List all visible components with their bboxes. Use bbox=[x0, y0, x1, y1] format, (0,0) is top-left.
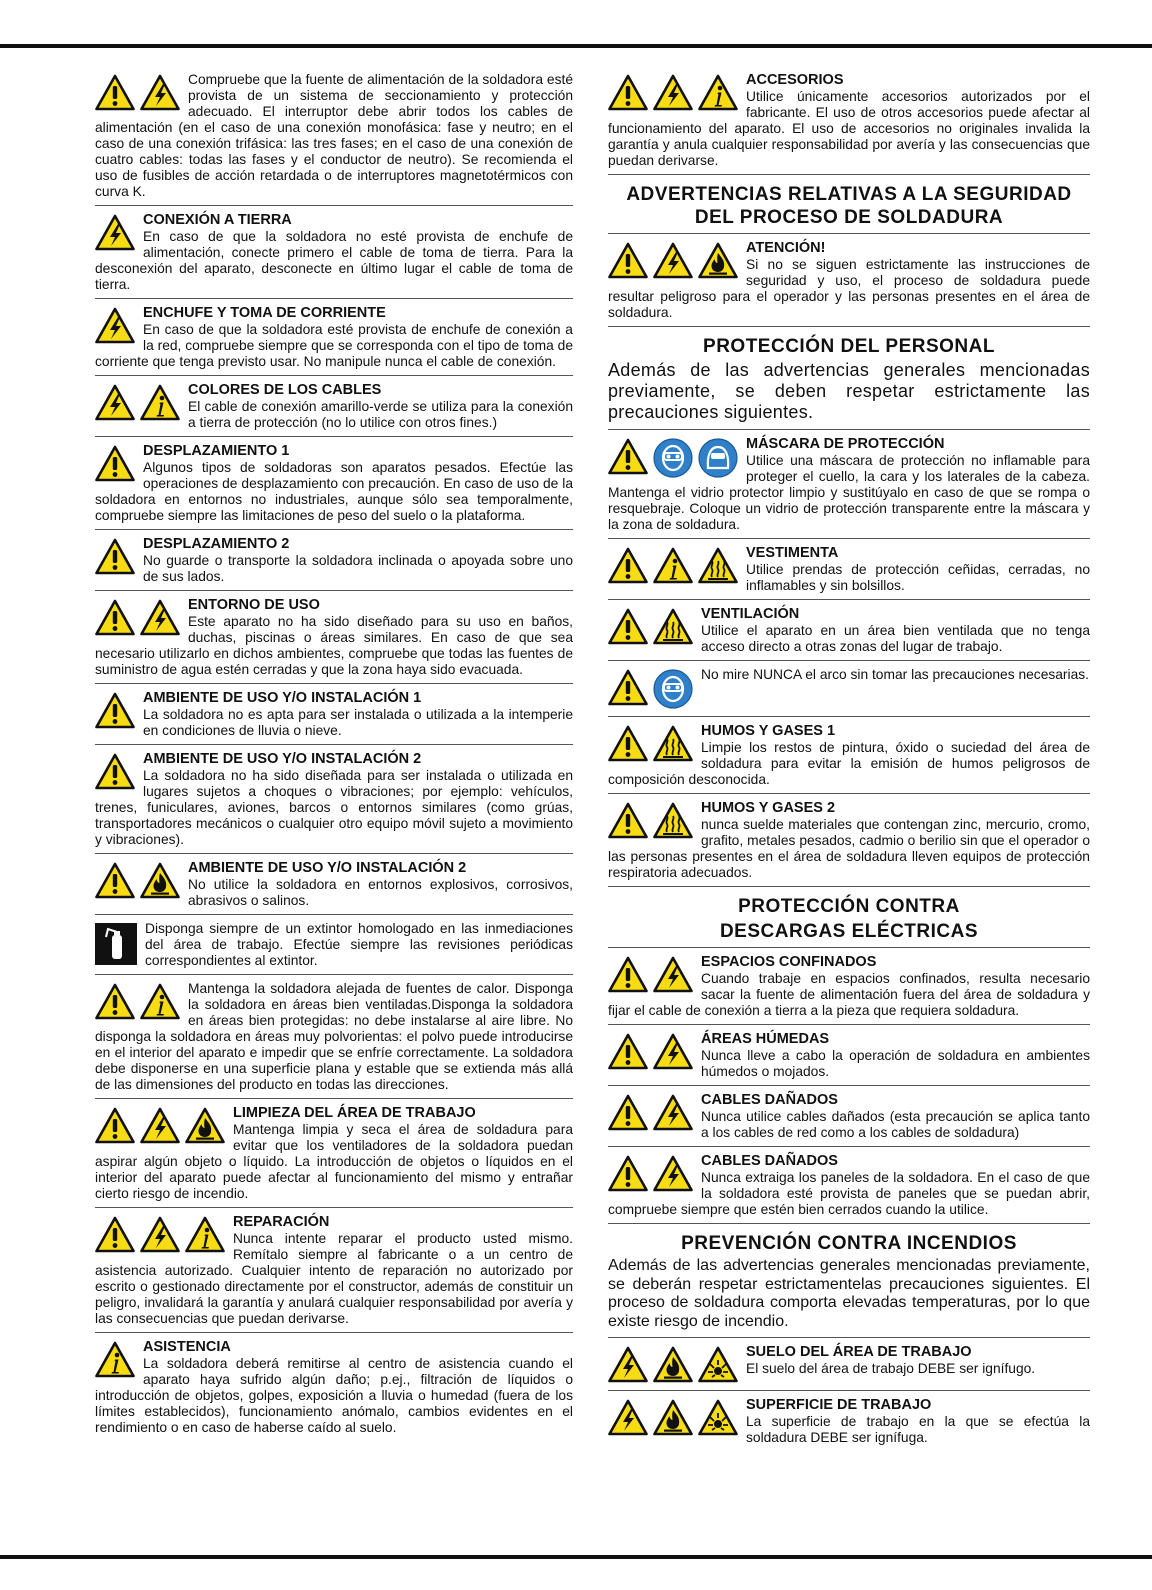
electric-hazard-icon bbox=[140, 1216, 180, 1253]
warning-exclamation-icon bbox=[608, 608, 648, 645]
safety-heading: ADVERTENCIAS RELATIVAS A LA SEGURIDAD DEL PROCESO DE SOLDADURA bbox=[608, 175, 1090, 234]
bottom-rule bbox=[0, 1555, 1152, 1559]
warning-exclamation-icon bbox=[95, 599, 135, 636]
warning-exclamation-icon bbox=[95, 445, 135, 482]
warning-section bbox=[95, 854, 573, 915]
hazard-icons bbox=[95, 1107, 225, 1144]
warning-section bbox=[95, 206, 573, 299]
section-title: ATENCIÓN! bbox=[746, 240, 826, 256]
hazard-icons bbox=[95, 1341, 135, 1378]
hazard-icons bbox=[608, 438, 738, 478]
warning-exclamation-icon bbox=[95, 983, 135, 1020]
warning-section bbox=[95, 299, 573, 376]
electric-hazard-icon bbox=[653, 956, 693, 993]
section-text: nunca suelde materiales que contengan zinc, mercurio, cromo, grafito, metales pesados, cadmio o berilio sin que el operador o las personas presentes en el área de soldadura lleven equipos de protección respiratoria adecuados. bbox=[608, 817, 1090, 880]
hazard-icons bbox=[608, 1346, 738, 1383]
warning-exclamation-icon bbox=[608, 438, 648, 475]
section-title: ÁREAS HÚMEDAS bbox=[701, 1031, 830, 1047]
warning-exclamation-icon bbox=[608, 74, 648, 111]
section-text: Nunca intente reparar el producto usted mismo. Remítalo siempre al fabricante o a un centro de asistencia autorizado. Cualquier intento de reparación no autorizado por escrito o gestionado directamente por el constructor, además de constituir un peligro, invalidará la garantía y anulará cualquier responsabilidad por avería y las consecuencias que puedan derivarse. bbox=[95, 1231, 573, 1326]
hazard-icons bbox=[608, 608, 693, 645]
warning-exclamation-icon bbox=[608, 956, 648, 993]
section-text: No utilice la soldadora en entornos explosivos, corrosivos, abrasivos o salinos. bbox=[188, 877, 573, 908]
section-text: La soldadora deberá remitirse al centro de asistencia cuando el aparato haya sufrido algún daño; p.ej., filtración de líquidos o introducción de objetos, golpes, exposición a lluvia o humedad (fuera de los límites establecidos), funcionamiento anómalo, cambios evidentes en el rendimiento o en caso de haberse caído al suelo. bbox=[95, 1356, 573, 1435]
section-text: Utilice únicamente accesorios autorizados por el fabricante. El uso de otros accesorios puede afectar al funcionamiento del aparato. El uso de accesorios no originales invalida la garantía y anula cualquier responsabilidad por avería y las consecuencias que puedan derivarse. bbox=[608, 89, 1090, 168]
hazard-icons bbox=[95, 862, 180, 899]
section-title: HUMOS Y GASES 1 bbox=[701, 723, 836, 739]
warning-exclamation-icon bbox=[95, 1107, 135, 1144]
section-text: La superficie de trabajo en la que se efectúa la soldadura DEBE ser ignífuga. bbox=[746, 1414, 1090, 1445]
info-hazard-icon bbox=[185, 1216, 225, 1253]
section-title: SUPERFICIE DE TRABAJO bbox=[746, 1397, 932, 1413]
hazard-icons bbox=[95, 983, 180, 1020]
section-text: Disponga siempre de un extintor homologado en las inmediaciones del área de trabajo. Efectúe siempre las revisiones periódicas correspondientes al extintor. bbox=[145, 921, 573, 968]
warning-section bbox=[95, 1333, 573, 1441]
section-title: DESPLAZAMIENTO 1 bbox=[143, 443, 290, 459]
hazard-icons bbox=[608, 725, 693, 762]
section-text: La soldadora no ha sido diseñada para ser instalada o utilizada en lugares sujetos a choques o vibraciones; por ejemplo: vehículos, trenes, funiculares, aviones, barcos o entornos similares (como grúas, transportadores mecánicos o cualquier otro equipo móvil sujeto a movimiento y vibraciones). bbox=[95, 768, 573, 847]
electric-hazard-icon bbox=[140, 74, 180, 111]
warning-section bbox=[95, 1208, 573, 1333]
warning-exclamation-icon bbox=[608, 1033, 648, 1070]
warning-exclamation-icon bbox=[95, 862, 135, 899]
section-title: SUELO DEL ÁREA DE TRABAJO bbox=[746, 1344, 972, 1360]
warning-exclamation-icon bbox=[95, 538, 135, 575]
hazard-icons bbox=[608, 1033, 693, 1070]
heat-hazard-icon bbox=[698, 547, 738, 584]
info-hazard-icon bbox=[140, 983, 180, 1020]
section-text: Compruebe que la fuente de alimentación de la soldadora esté provista de un sistema de seccionamiento y protección adecuado. El interruptor debe abrir todos los cables de alimentación (en el caso de una conexión monofásica: fase y neutro; en el caso de una conexión trifásica: las tres fases; en el caso de una conexión de cuatro cables: todas las fases y el conductor de neutro). Se recomienda el uso de fusibles de acción retardada o de interruptores magnetotérmicos con curva K. bbox=[95, 72, 573, 199]
heat-hazard-icon bbox=[653, 608, 693, 645]
hazard-icons bbox=[608, 669, 693, 709]
warning-section bbox=[608, 600, 1090, 661]
electric-heading-line2: DESCARGAS ELÉCTRICAS bbox=[608, 920, 1090, 948]
section-text: Algunos tipos de soldadoras son aparatos pesados. Efectúe las operaciones de desplazamiento con precaución. En caso de uso de la soldadora en entornos no industriales, aunque sólo sea temporalmente, compruebe siempre las limitaciones de peso del suelo o la plataforma. bbox=[95, 460, 573, 523]
section-text: Nunca utilice cables dañados (esta precaución se aplica tanto a los cables de red como a los cables de soldadura) bbox=[701, 1109, 1090, 1140]
warning-exclamation-icon bbox=[608, 802, 648, 839]
warning-section bbox=[95, 915, 573, 975]
section-title: COLORES DE LOS CABLES bbox=[188, 382, 382, 398]
warning-section bbox=[608, 234, 1090, 327]
warning-exclamation-icon bbox=[608, 1094, 648, 1131]
welding-helmet-icon bbox=[698, 438, 738, 478]
electric-hazard-icon bbox=[653, 1094, 693, 1131]
section-title: AMBIENTE DE USO Y/O INSTALACIÓN 1 bbox=[143, 690, 422, 706]
section-text: En caso de que la soldadora esté provista de enchufe de conexión a la red, compruebe siempre que se corresponda con el tipo de toma de corriente que tenga previsto usar. No manipule nunca el cable de conexión. bbox=[95, 322, 573, 369]
electric-hazard-icon bbox=[653, 1155, 693, 1192]
fire-hazard-icon bbox=[653, 1346, 693, 1383]
explosive-hazard-icon bbox=[698, 1346, 738, 1383]
hazard-icons bbox=[608, 802, 693, 839]
section-title: CABLES DAÑADOS bbox=[701, 1153, 838, 1169]
left-column bbox=[95, 66, 573, 1441]
personal-heading: PROTECCIÓN DEL PERSONAL bbox=[703, 336, 995, 357]
warning-section bbox=[95, 437, 573, 530]
section-text: Cuando trabaje en espacios confinados, resulta necesario sacar la fuente de alimentación fuera del área de soldadura y fijar el cable de conexión a tierra a la pieza que requiera soldadura. bbox=[608, 971, 1090, 1018]
warning-exclamation-icon bbox=[95, 692, 135, 729]
section-text: Mantenga limpia y seca el área de soldadura para evitar que los ventiladores de la soldadora puedan aspirar algún objeto o líquido. La introducción de objetos o líquidos en el interior del aparato puede afectar al funcionamiento del mismo y entrañar cierto riesgo de incendio. bbox=[95, 1122, 573, 1201]
section-text: Utilice el aparato en un área bien ventilada que no tenga acceso directo a otras zonas del lugar de trabajo. bbox=[701, 623, 1090, 654]
hazard-icons bbox=[95, 384, 180, 421]
warning-exclamation-icon bbox=[608, 725, 648, 762]
electric-hazard-icon bbox=[140, 1107, 180, 1144]
warning-section bbox=[608, 661, 1090, 717]
hazard-icons bbox=[608, 1094, 693, 1131]
section-title: ENTORNO DE USO bbox=[188, 597, 320, 613]
fire-hazard-icon bbox=[698, 242, 738, 279]
hazard-icons bbox=[608, 956, 693, 993]
face-shield-icon bbox=[653, 438, 693, 478]
section-title: ASISTENCIA bbox=[143, 1339, 231, 1355]
section-title: MÁSCARA DE PROTECCIÓN bbox=[746, 436, 945, 452]
section-title: ESPACIOS CONFINADOS bbox=[701, 954, 877, 970]
hazard-icons bbox=[95, 753, 135, 790]
electric-hazard-icon bbox=[653, 242, 693, 279]
info-hazard-icon bbox=[698, 74, 738, 111]
heat-hazard-icon bbox=[653, 802, 693, 839]
section-title: VESTIMENTA bbox=[746, 545, 839, 561]
section-text: Utilice una máscara de protección no inflamable para proteger el cuello, la cara y los laterales de la cabeza. Mantenga el vidrio protector limpio y sustitúyalo en caso de que se rompa o resquebraje. Coloque un vidrio de protección transparente entre la máscara y la zona de soldadura. bbox=[608, 453, 1090, 532]
section-text: Nunca extraiga los paneles de la soldadora. En el caso de que la soldadora esté provista de paneles que se puedan abrir, compruebe siempre que estén bien cerrados cuando la utilice. bbox=[608, 1170, 1090, 1217]
hazard-icons bbox=[95, 214, 135, 251]
electric-hazard-icon bbox=[95, 214, 135, 251]
hazard-icons bbox=[608, 547, 738, 584]
warning-section bbox=[608, 1391, 1090, 1451]
hazard-icons bbox=[95, 538, 135, 575]
warning-exclamation-icon bbox=[95, 1216, 135, 1253]
electric-hazard-icon bbox=[608, 1346, 648, 1383]
warning-exclamation-icon bbox=[608, 669, 648, 706]
hazard-icons bbox=[95, 923, 137, 965]
hazard-icons bbox=[95, 74, 180, 111]
section-text: Nunca lleve a cabo la operación de soldadura en ambientes húmedos o mojados. bbox=[701, 1048, 1090, 1079]
section-text: En caso de que la soldadora no esté provista de enchufe de alimentación, conecte primero el cable de toma de tierra. Para la desconexión del aparato, desconecte en último lugar el cable de toma de tierra. bbox=[95, 229, 573, 292]
section-title: AMBIENTE DE USO Y/O INSTALACIÓN 2 bbox=[143, 751, 422, 767]
warning-section bbox=[608, 948, 1090, 1025]
section-title: ENCHUFE Y TOMA DE CORRIENTE bbox=[143, 305, 386, 321]
warning-section bbox=[608, 717, 1090, 794]
warning-exclamation-icon bbox=[95, 74, 135, 111]
section-text: Si no se siguen estrictamente las instrucciones de seguridad y uso, el proceso de soldadura puede resultar peligroso para el operador y las personas presentes en el área de soldadura. bbox=[608, 257, 1090, 320]
info-hazard-icon bbox=[95, 1341, 135, 1378]
section-title: REPARACIÓN bbox=[233, 1214, 330, 1230]
section-title: DESPLAZAMIENTO 2 bbox=[143, 536, 290, 552]
warning-section bbox=[608, 430, 1090, 539]
section-text: La soldadora no es apta para ser instalada o utilizada a la intemperie en condiciones de lluvia o nieve. bbox=[143, 707, 573, 738]
hazard-icons bbox=[95, 445, 135, 482]
warning-exclamation-icon bbox=[608, 547, 648, 584]
warning-section bbox=[95, 975, 573, 1099]
warning-section bbox=[608, 1086, 1090, 1147]
hazard-icons bbox=[608, 1399, 738, 1436]
section-title: AMBIENTE DE USO Y/O INSTALACIÓN 2 bbox=[188, 860, 467, 876]
fire-hazard-icon bbox=[653, 1399, 693, 1436]
warning-section bbox=[608, 1025, 1090, 1086]
warning-section bbox=[608, 1147, 1090, 1224]
warning-section bbox=[95, 376, 573, 437]
warning-section bbox=[95, 591, 573, 684]
section-text: Este aparato no ha sido diseñado para su uso en baños, duchas, piscinas o áreas similares. En caso de que sea necesario utilizarlo en dichos ambientes, compruebe que todas las fuentes de suministro de agua estén cerradas y que la zona haya sido evacuada. bbox=[95, 614, 573, 677]
warning-exclamation-icon bbox=[608, 242, 648, 279]
hazard-icons bbox=[95, 307, 135, 344]
section-text: Utilice prendas de protección ceñidas, cerradas, no inflamables y sin bolsillos. bbox=[746, 562, 1090, 593]
warning-section bbox=[608, 794, 1090, 887]
warning-section bbox=[608, 1338, 1090, 1391]
electric-hazard-icon bbox=[608, 1399, 648, 1436]
section-title: CONEXIÓN A TIERRA bbox=[143, 212, 292, 228]
section-text: No guarde o transporte la soldadora inclinada o apoyada sobre uno de sus lados. bbox=[143, 553, 573, 584]
section-text: Limpie los restos de pintura, óxido o suciedad del área de soldadura para evitar la emisión de humos peligrosos de composición desconocida. bbox=[608, 740, 1090, 787]
warning-section bbox=[608, 66, 1090, 175]
fire-extinguisher-icon bbox=[95, 923, 137, 965]
info-hazard-icon bbox=[140, 384, 180, 421]
fire-hazard-icon bbox=[140, 862, 180, 899]
explosive-hazard-icon bbox=[698, 1399, 738, 1436]
warning-exclamation-icon bbox=[95, 753, 135, 790]
warning-section bbox=[95, 66, 573, 206]
section-text: Mantenga la soldadora alejada de fuentes de calor. Disponga la soldadora en áreas bien ventiladas.Disponga la soldadora en áreas bien protegidas: no debe instalarse al aire libre. No disponga la soldadora en áreas muy polvorientas: el polvo puede introducirse en el interior del aparato e impedir que se enfríe correctamente. La soldadora debe disponerse en una superficie plana y estable que se extienda más allá de las dimensiones del producto en todas las direcciones. bbox=[95, 981, 573, 1092]
warning-section bbox=[608, 539, 1090, 600]
face-shield-icon bbox=[653, 669, 693, 709]
warning-section bbox=[95, 530, 573, 591]
electric-hazard-icon bbox=[95, 307, 135, 344]
electric-hazard-icon bbox=[140, 599, 180, 636]
warning-section bbox=[95, 1099, 573, 1208]
fire-hazard-icon bbox=[185, 1107, 225, 1144]
electric-hazard-icon bbox=[653, 1033, 693, 1070]
electric-hazard-icon bbox=[653, 74, 693, 111]
info-hazard-icon bbox=[653, 547, 693, 584]
section-text: El suelo del área de trabajo DEBE ser ignífugo. bbox=[746, 1361, 1036, 1376]
hazard-icons bbox=[608, 242, 738, 279]
right-column bbox=[608, 66, 1090, 1451]
section-title: VENTILACIÓN bbox=[701, 606, 800, 622]
hazard-icons bbox=[95, 1216, 225, 1253]
section-title: CABLES DAÑADOS bbox=[701, 1092, 838, 1108]
fire-heading: PREVENCIÓN CONTRA INCENDIOS bbox=[681, 1233, 1017, 1254]
section-title: ACCESORIOS bbox=[746, 72, 844, 88]
warning-section bbox=[95, 684, 573, 745]
section-text: No mire NUNCA el arco sin tomar las precauciones necesarias. bbox=[701, 667, 1089, 682]
hazard-icons bbox=[95, 599, 180, 636]
heat-hazard-icon bbox=[653, 725, 693, 762]
intro-paragraph: Además de las advertencias generales mencionadas previamente, se deben respetar estrictamente las precauciones siguientes. bbox=[608, 360, 1090, 430]
electric-heading-line1: PROTECCIÓN CONTRA bbox=[738, 896, 960, 917]
warning-exclamation-icon bbox=[608, 1155, 648, 1192]
section-title: HUMOS Y GASES 2 bbox=[701, 800, 836, 816]
intro-paragraph: Además de las advertencias generales mencionadas previamente, se deberán respetar estrictamentelas precauciones siguientes. El proceso de soldadura comporta elevadas temperaturas, por lo que existe riesgo de incendio. bbox=[608, 1257, 1090, 1338]
section-title: LIMPIEZA DEL ÁREA DE TRABAJO bbox=[233, 1105, 476, 1121]
section-text: El cable de conexión amarillo-verde se utiliza para la conexión a tierra de protección (no lo utilice con otros fines.) bbox=[188, 399, 573, 430]
hazard-icons bbox=[608, 74, 738, 111]
electric-hazard-icon bbox=[95, 384, 135, 421]
top-rule bbox=[0, 44, 1152, 48]
warning-section bbox=[95, 745, 573, 854]
hazard-icons bbox=[95, 692, 135, 729]
hazard-icons bbox=[608, 1155, 693, 1192]
